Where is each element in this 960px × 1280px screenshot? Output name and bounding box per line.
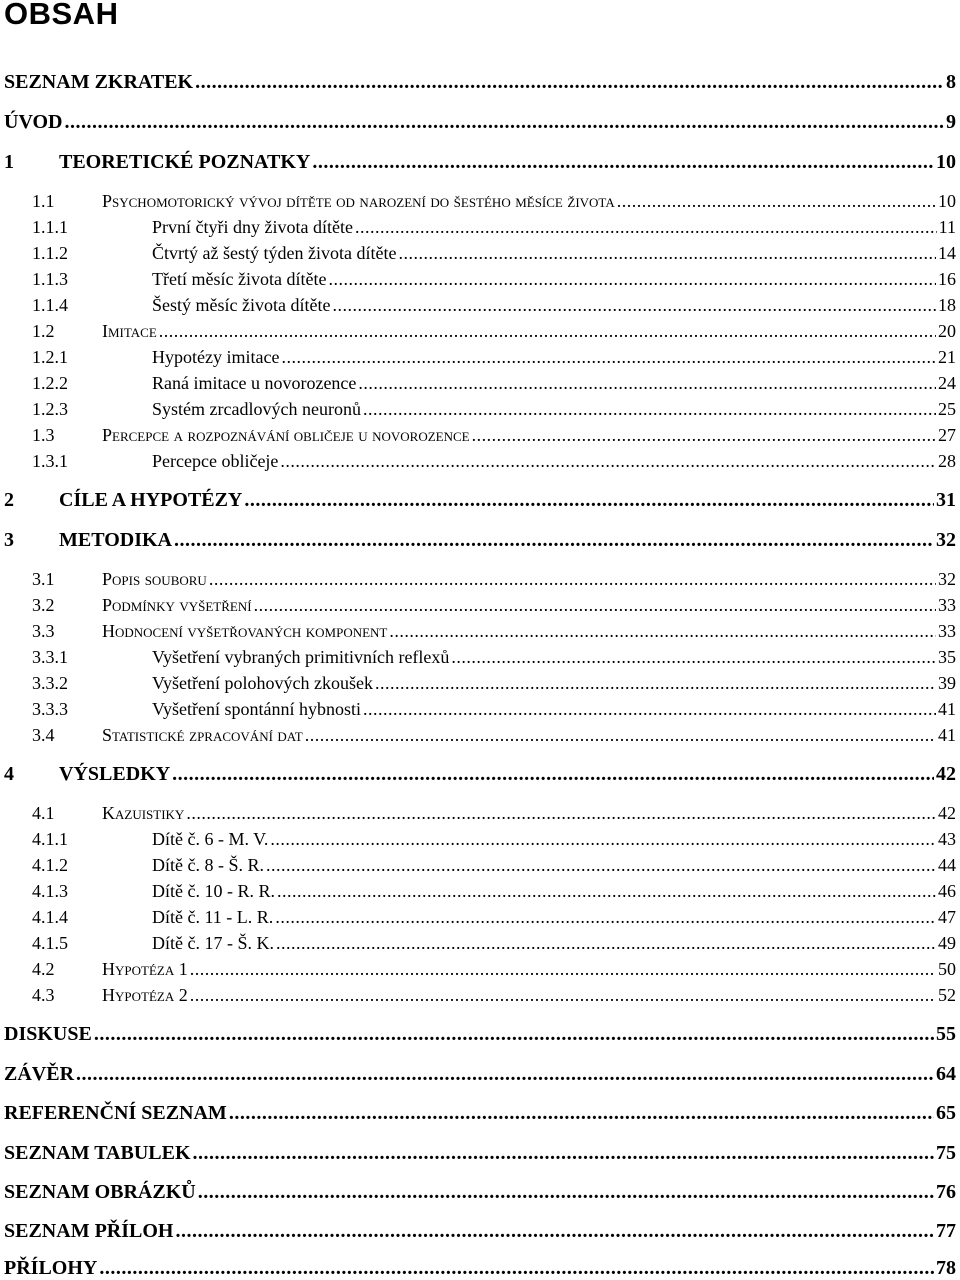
- toc-title: Raná imitace u novorozence: [152, 373, 357, 393]
- toc-entry[interactable]: [32, 720, 956, 746]
- toc-title: Kazuistiky: [102, 803, 185, 823]
- dot-leader: [375, 673, 936, 694]
- dot-leader: [328, 269, 936, 290]
- toc-entry[interactable]: [32, 264, 956, 290]
- toc-page-number: 24: [938, 373, 956, 393]
- toc-number: 4.3: [32, 985, 55, 1005]
- toc-entry[interactable]: [32, 642, 956, 668]
- toc-page-number: 33: [938, 595, 956, 615]
- toc-number: 3.3.1: [32, 647, 68, 667]
- toc-number: 1.1: [32, 191, 55, 211]
- toc-title: Dítě č. 17 - Š. K.: [152, 933, 274, 953]
- toc-entry[interactable]: [32, 798, 956, 824]
- toc-number: 4.2: [32, 959, 55, 979]
- toc-entry[interactable]: [4, 68, 956, 94]
- toc-page-number: 76: [936, 1181, 956, 1203]
- toc-entry[interactable]: [32, 668, 956, 694]
- toc-title: SEZNAM OBRÁZKŮ: [4, 1181, 196, 1203]
- dot-leader: [332, 295, 936, 316]
- dot-leader: [280, 451, 936, 472]
- toc-page-number: 10: [936, 151, 956, 173]
- dot-leader: [277, 881, 936, 902]
- toc-page-number: 75: [936, 1142, 956, 1164]
- toc-number: 1.1.1: [32, 217, 68, 237]
- toc-entry[interactable]: [4, 526, 956, 552]
- toc-page-number: 65: [936, 1102, 956, 1124]
- toc-title: Statistické zpracování dat: [102, 725, 303, 745]
- toc-title: SEZNAM ZKRATEK: [4, 71, 194, 93]
- dot-leader: [76, 1063, 934, 1086]
- toc-page-number: 27: [938, 425, 956, 445]
- toc-number: 3.3.2: [32, 673, 68, 693]
- toc-title: DISKUSE: [4, 1023, 92, 1045]
- toc-entry[interactable]: [32, 928, 956, 954]
- toc-page-number: 78: [936, 1257, 956, 1279]
- toc-title: Dítě č. 8 - Š. R.: [152, 855, 264, 875]
- dot-leader: [312, 151, 934, 174]
- toc-page-number: 21: [938, 347, 956, 367]
- toc-title: SEZNAM PŘÍLOH: [4, 1220, 174, 1242]
- toc-page-number: 43: [938, 829, 956, 849]
- toc-title: Vyšetření spontánní hybnosti: [152, 699, 361, 719]
- toc-entry[interactable]: [4, 1178, 956, 1204]
- dot-leader: [275, 907, 936, 928]
- toc-number: 4.1.4: [32, 907, 68, 927]
- toc-page-number: 52: [938, 985, 956, 1005]
- toc-entry[interactable]: [32, 394, 956, 420]
- dot-leader: [451, 647, 936, 668]
- toc-title: Čtvrtý až šestý týden života dítěte: [152, 243, 397, 263]
- toc-number: 4: [4, 763, 14, 785]
- toc-page-number: 41: [938, 725, 956, 745]
- dot-leader: [363, 699, 936, 720]
- toc-entry[interactable]: [4, 108, 956, 134]
- toc-page-number: 42: [938, 803, 956, 823]
- toc-number: 3.3.3: [32, 699, 68, 719]
- toc-title: Hypotéza 2: [102, 985, 188, 1005]
- toc-number: 1.2: [32, 321, 55, 341]
- dot-leader: [190, 985, 936, 1006]
- toc-entry[interactable]: [4, 148, 956, 174]
- dot-leader: [617, 191, 936, 212]
- dot-leader: [209, 569, 936, 590]
- toc-number: 4.1.5: [32, 933, 68, 953]
- dot-leader: [99, 1257, 934, 1280]
- dot-leader: [254, 595, 936, 616]
- toc-page-number: 9: [946, 111, 956, 133]
- toc-page-number: 33: [938, 621, 956, 641]
- toc-entry[interactable]: [4, 1254, 956, 1280]
- toc-page-number: 50: [938, 959, 956, 979]
- toc-page-number: 8: [946, 71, 956, 93]
- toc-title: Vyšetření vybraných primitivních reflexů: [152, 647, 450, 667]
- toc-page-number: 44: [938, 855, 956, 875]
- toc-title: Popis souboru: [102, 569, 207, 589]
- toc-entry[interactable]: [4, 760, 956, 786]
- toc-page-number: 35: [938, 647, 956, 667]
- toc-number: 1.2.1: [32, 347, 68, 367]
- toc-number: 1.2.3: [32, 399, 68, 419]
- toc-page-number: 55: [936, 1023, 956, 1045]
- toc-title: SEZNAM TABULEK: [4, 1142, 191, 1164]
- toc-entry[interactable]: [32, 980, 956, 1006]
- dot-leader: [266, 855, 936, 876]
- toc-page-number: 20: [938, 321, 956, 341]
- toc-title: Hodnocení vyšetřovaných komponent: [102, 621, 388, 641]
- toc-number: 3: [4, 529, 14, 551]
- toc-number: 1.1.2: [32, 243, 68, 263]
- toc-page-number: 14: [938, 243, 956, 263]
- toc-title: TEORETICKÉ POZNATKY: [59, 151, 311, 173]
- toc-number: 1.1.4: [32, 295, 68, 315]
- toc-page-number: 32: [936, 529, 956, 551]
- dot-leader: [276, 933, 936, 954]
- toc-page-number: 10: [938, 191, 956, 211]
- page-title: OBSAH: [4, 0, 119, 31]
- toc-number: 1.1.3: [32, 269, 68, 289]
- toc-number: 4.1.1: [32, 829, 68, 849]
- toc-page-number: 25: [938, 399, 956, 419]
- toc-title: METODIKA: [59, 529, 172, 551]
- toc-entry[interactable]: [32, 824, 956, 850]
- dot-leader: [190, 959, 936, 980]
- toc-number: 3.4: [32, 725, 55, 745]
- toc-entry[interactable]: [32, 238, 956, 264]
- toc-title: Šestý měsíc života dítěte: [152, 295, 331, 315]
- toc-page-number: 18: [938, 295, 956, 315]
- toc-page-number: 49: [938, 933, 956, 953]
- toc-page-number: 64: [936, 1063, 956, 1085]
- toc-number: 4.1: [32, 803, 55, 823]
- toc-entry[interactable]: [4, 1099, 956, 1125]
- toc-title: Percepce a rozpoznávání obličeje u novorozence: [102, 425, 470, 445]
- toc-entry[interactable]: [32, 694, 956, 720]
- toc-title: CÍLE A HYPOTÉZY: [59, 489, 243, 511]
- toc-page-number: 42: [936, 763, 956, 785]
- toc-page-number: 41: [938, 699, 956, 719]
- toc-page-number: 77: [936, 1220, 956, 1242]
- toc-number: 3.3: [32, 621, 55, 641]
- toc-title: Imitace: [102, 321, 157, 341]
- toc-title: Hypotézy imitace: [152, 347, 280, 367]
- toc-title: VÝSLEDKY: [59, 763, 171, 785]
- toc-number: 1.3.1: [32, 451, 68, 471]
- toc-number: 1.2.2: [32, 373, 68, 393]
- dot-leader: [270, 829, 936, 850]
- toc-entry[interactable]: [32, 590, 956, 616]
- dot-leader: [193, 1142, 934, 1165]
- toc-entry[interactable]: [32, 876, 956, 902]
- dot-leader: [398, 243, 936, 264]
- dot-leader: [174, 529, 934, 552]
- toc-entry[interactable]: [32, 446, 956, 472]
- toc-entry[interactable]: [32, 316, 956, 342]
- toc-page-number: 31: [936, 489, 956, 511]
- toc-title: Hypotéza 1: [102, 959, 188, 979]
- toc-entry[interactable]: [32, 290, 956, 316]
- toc-number: 2: [4, 489, 14, 511]
- toc-page-number: 28: [938, 451, 956, 471]
- dot-leader: [358, 373, 936, 394]
- toc-title: Dítě č. 6 - M. V.: [152, 829, 269, 849]
- dot-leader: [229, 1102, 934, 1125]
- toc-title: ZÁVĚR: [4, 1063, 75, 1085]
- dot-leader: [389, 621, 936, 642]
- dot-leader: [159, 321, 936, 342]
- toc-entry[interactable]: [32, 616, 956, 642]
- toc-entry[interactable]: [32, 420, 956, 446]
- toc-entry[interactable]: [4, 1020, 956, 1046]
- toc-entry[interactable]: [32, 368, 956, 394]
- dot-leader: [281, 347, 936, 368]
- dot-leader: [175, 1220, 934, 1243]
- toc-page-number: 46: [938, 881, 956, 901]
- toc-number: 3.2: [32, 595, 55, 615]
- toc-entry[interactable]: [32, 186, 956, 212]
- dot-leader: [172, 763, 934, 786]
- toc-title: Percepce obličeje: [152, 451, 279, 471]
- toc-number: 4.1.3: [32, 881, 68, 901]
- toc-title: PŘÍLOHY: [4, 1257, 98, 1279]
- dot-leader: [186, 803, 936, 824]
- toc-title: Dítě č. 11 - L. R.: [152, 907, 274, 927]
- toc-entry[interactable]: [4, 1139, 956, 1165]
- toc-entry[interactable]: [32, 564, 956, 590]
- toc-entry[interactable]: [4, 486, 956, 512]
- toc-title: Dítě č. 10 - R. R.: [152, 881, 275, 901]
- toc-title: První čtyři dny života dítěte: [152, 217, 353, 237]
- toc-title: Systém zrcadlových neuronů: [152, 399, 361, 419]
- dot-leader: [195, 71, 944, 94]
- toc-entry[interactable]: [32, 212, 956, 238]
- toc-title: Psychomotorický vývoj dítěte od narození do šestého měsíce života: [102, 191, 615, 211]
- dot-leader: [65, 111, 945, 134]
- toc-number: 3.1: [32, 569, 55, 589]
- dot-leader: [363, 399, 936, 420]
- toc-number: 4.1.2: [32, 855, 68, 875]
- toc-page-number: 11: [938, 217, 956, 237]
- toc-title: REFERENČNÍ SEZNAM: [4, 1102, 227, 1124]
- toc-number: 1: [4, 151, 14, 173]
- dot-leader: [472, 425, 936, 446]
- toc-title: Podmínky vyšetření: [102, 595, 252, 615]
- toc-title: Vyšetření polohových zkoušek: [152, 673, 373, 693]
- toc-number: 1.3: [32, 425, 55, 445]
- toc-title: Třetí měsíc života dítěte: [152, 269, 327, 289]
- dot-leader: [305, 725, 936, 746]
- dot-leader: [244, 489, 934, 512]
- dot-leader: [198, 1181, 934, 1204]
- toc-page-number: 39: [938, 673, 956, 693]
- toc-page-number: 16: [938, 269, 956, 289]
- toc-title: ÚVOD: [4, 111, 63, 133]
- dot-leader: [94, 1023, 934, 1046]
- toc-entry[interactable]: [4, 1217, 956, 1243]
- toc-page-number: 32: [938, 569, 956, 589]
- toc-entry[interactable]: [4, 1060, 956, 1086]
- toc-entry[interactable]: [32, 850, 956, 876]
- toc-entry[interactable]: [32, 902, 956, 928]
- toc-entry[interactable]: [32, 954, 956, 980]
- dot-leader: [355, 217, 937, 238]
- toc-entry[interactable]: [32, 342, 956, 368]
- toc-page-number: 47: [938, 907, 956, 927]
